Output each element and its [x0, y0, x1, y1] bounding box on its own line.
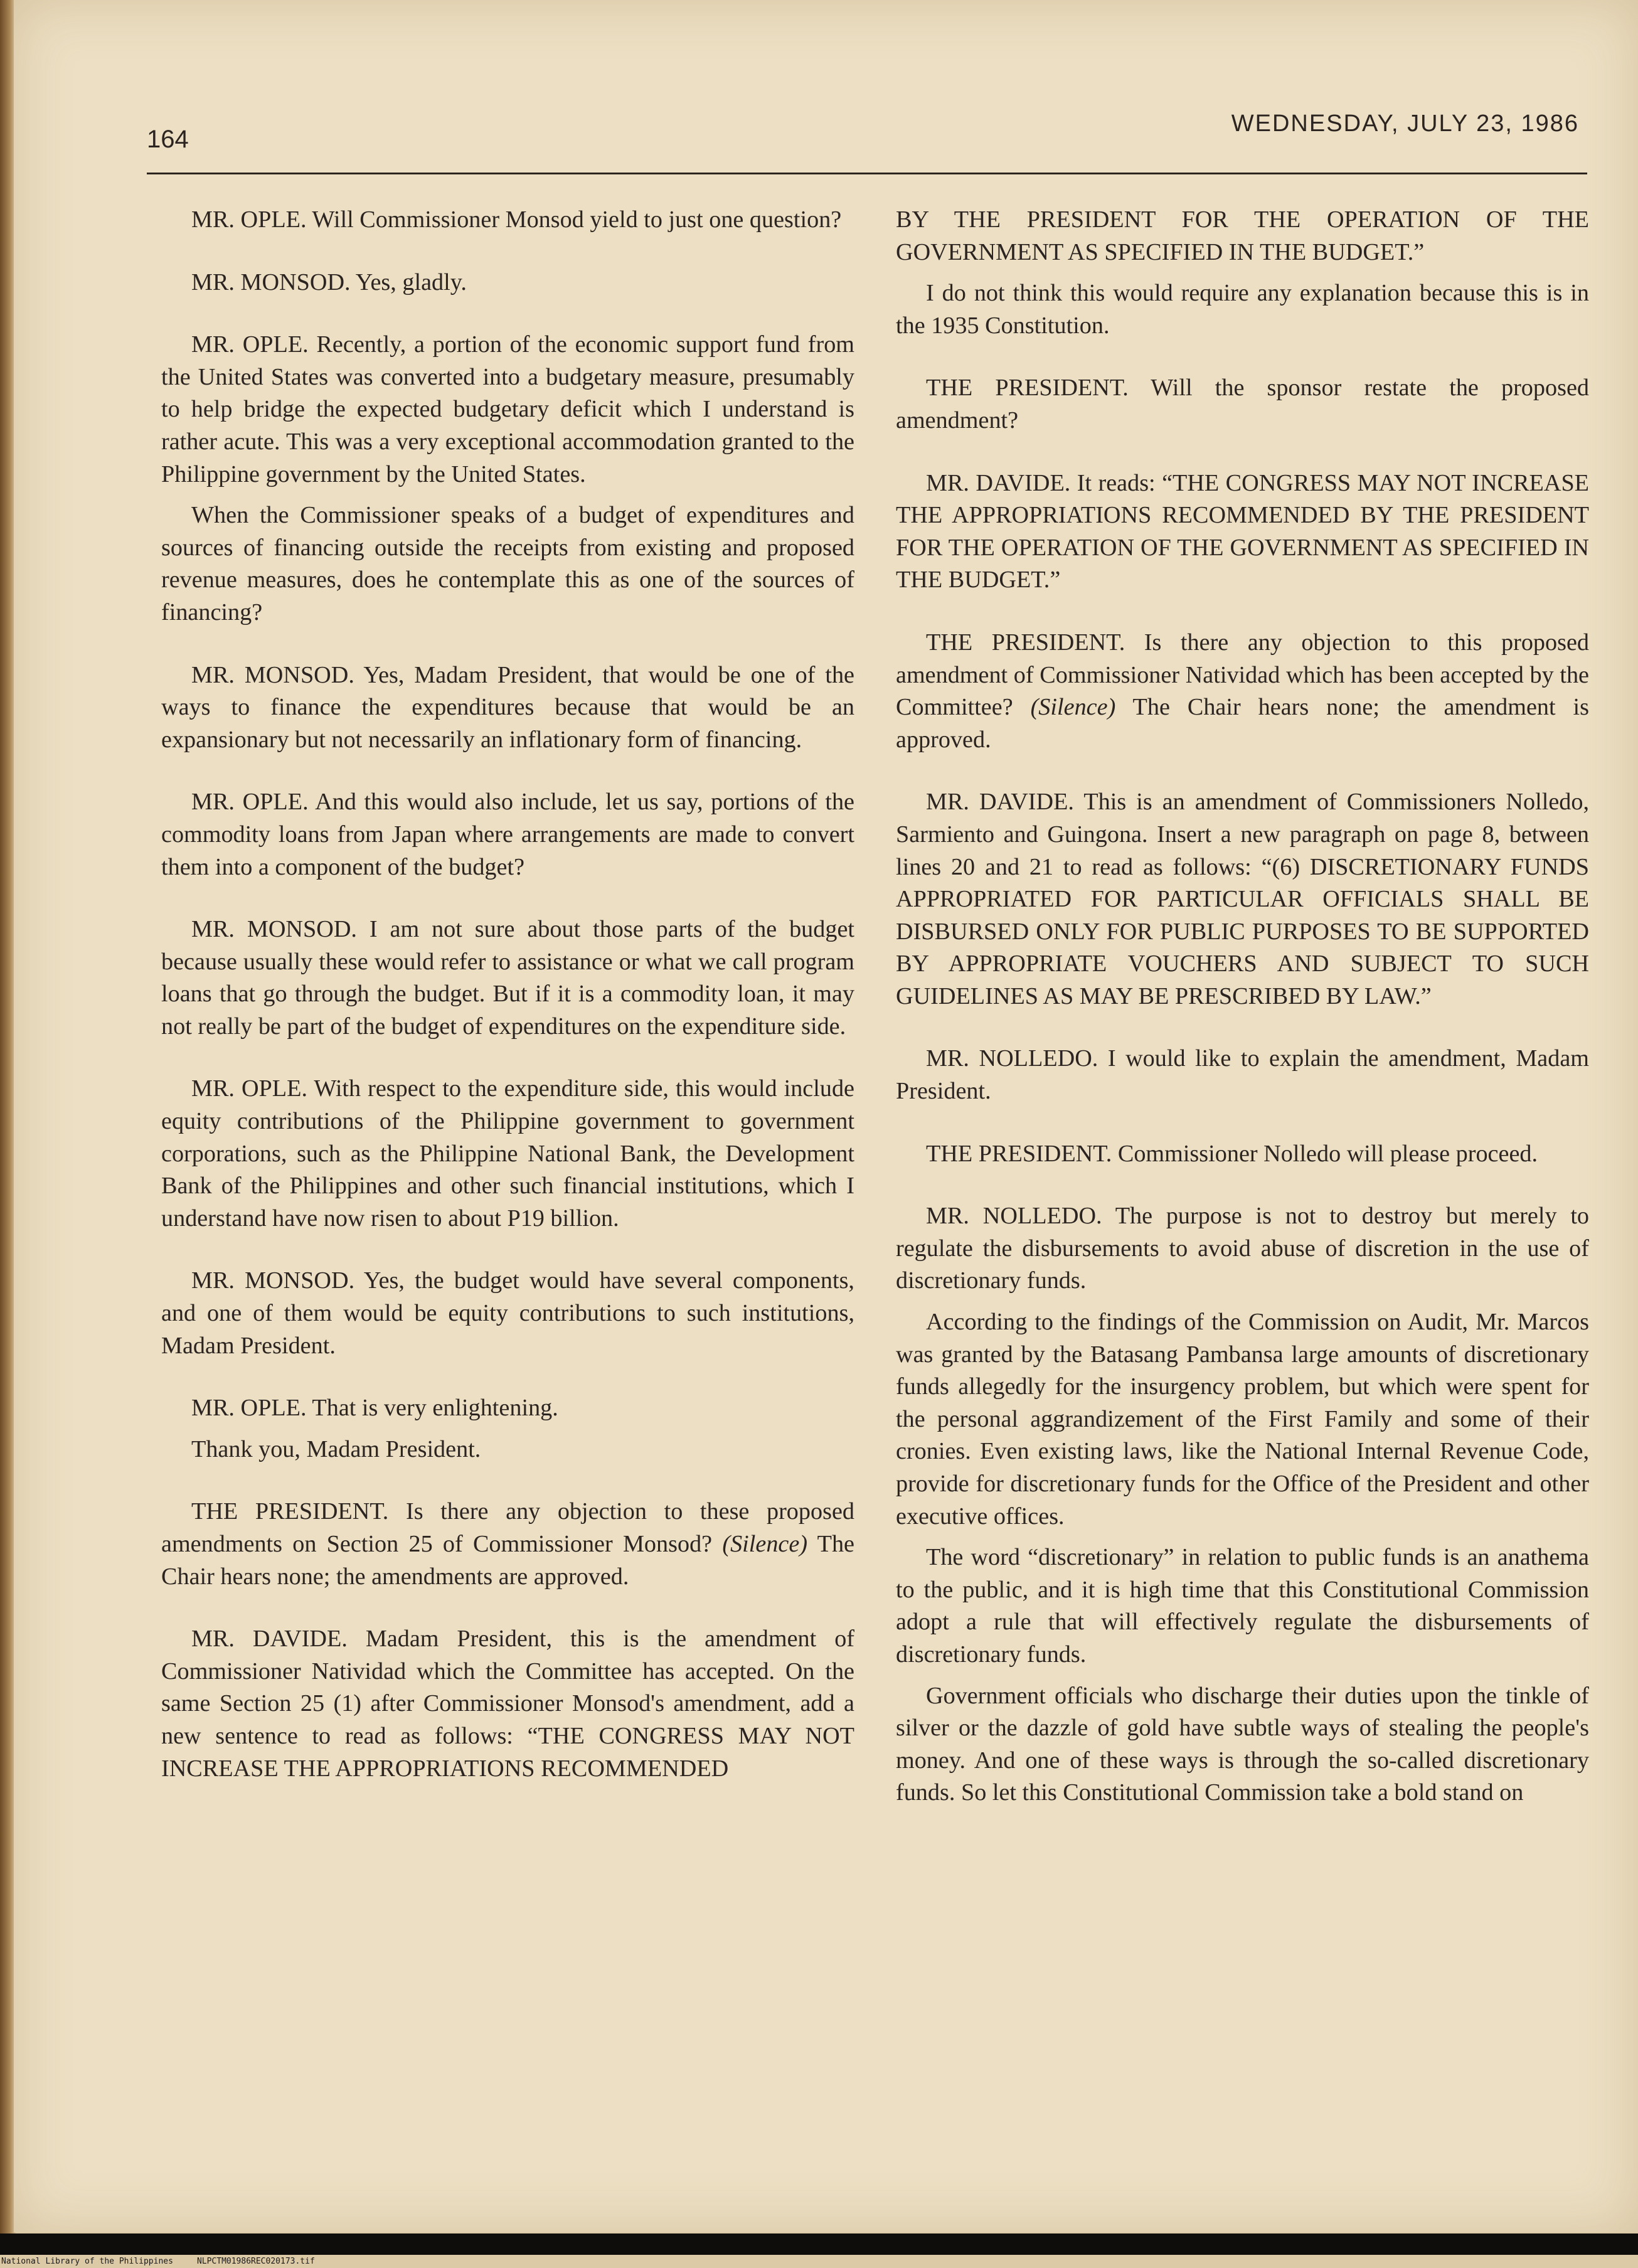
- paragraph: THE PRESIDENT. Commissioner Nolledo will please proceed.: [926, 1140, 1538, 1167]
- paragraph: MR. NOLLEDO. I would like to explain the amendment, Madam President.: [896, 1045, 1589, 1105]
- paragraph: Thank you, Madam President.: [191, 1435, 481, 1462]
- paragraph: MR. OPLE. Recently, a portion of the economic support fund from the United States was converted into a budgetary measure, presumably to help bridge the expected budgetary deficit which I understand is rather acute. This was a very exceptional accommodation granted to the Philippine government by the United States.: [161, 331, 855, 487]
- paragraph: MR. OPLE. And this would also include, let us say, portions of the commodity loans from Japan where arrangements are made to convert them into a component of the budget?: [161, 789, 854, 880]
- paragraph: MR. MONSOD. Yes, the budget would have several components, and one of them would be equity contributions to such institutions, Madam President.: [161, 1267, 854, 1359]
- left-column: [161, 204, 854, 1785]
- paragraph: THE PRESIDENT. Is there any objection to this proposed amendment of Commissioner Natividad which has been accepted by the Committee? (Silence) The Chair hears none; the amendment is approved.: [896, 629, 1590, 753]
- footer-library: National Library of the Philippines: [1, 2257, 173, 2266]
- scan-bottom-strip: [0, 2233, 1638, 2255]
- paragraph: According to the findings of the Commission on Audit, Mr. Marcos was granted by the Batasang Pambansa large amounts of discretionary funds allegedly for the insurgency problem, but which were spent for the personal aggrandizement of the First Family and some of their cronies. Even existing laws, like the National Internal Revenue Code, provide for discretionary funds for the Office of the President and other executive offices.: [896, 1309, 1589, 1530]
- paragraph: MR. MONSOD. Yes, gladly.: [191, 269, 467, 295]
- paragraph: MR. OPLE. That is very enlightening.: [191, 1395, 558, 1422]
- paragraph: MR. OPLE. Will Commissioner Monsod yield to just one question?: [191, 206, 842, 233]
- paragraph: MR. DAVIDE. Madam President, this is the amendment of Commissioner Natividad which the Committee has accepted. On the same Section 25 (1) after Commissioner Monsod's amendment, add a new sentence to read as follows: “THE CONGRESS MAY NOT INCREASE THE APPROPRIATIONS RECOMMENDED: [161, 1626, 855, 1782]
- scan-footer: [1, 2257, 339, 2266]
- paragraph: MR. DAVIDE. It reads: “THE CONGRESS MAY NOT INCREASE THE APPROPRIATIONS RECOMMENDED BY THE PRESIDENT FOR THE OPERATION OF THE GOVERNMENT AS SPECIFIED IN THE BUDGET.”: [896, 469, 1590, 594]
- header-rule: [147, 173, 1587, 174]
- document-page: [14, 0, 1638, 2232]
- paragraph: MR. DAVIDE. This is an amendment of Commissioners Nolledo, Sarmiento and Guingona. Insert a new paragraph on page 8, between lines 20 and 21 to read as follows: “(6) DISCRETIONARY FUNDS APPROPRIATED FOR PARTICULAR OFFICIALS SHALL BE DISBURSED ONLY FOR PUBLIC PURPOSES TO BE SUPPORTED BY APPROPRIATE VOUCHERS AND SUBJECT TO SUCH GUIDELINES AS MAY BE PRESCRIBED BY LAW.”: [896, 789, 1590, 1009]
- paragraph: MR. MONSOD. I am not sure about those parts of the budget because usually these would refer to assistance or what we call program loans that go through the budget. But if it is a commodity loan, it may not really be part of the budget of expenditures on the expenditure side.: [161, 916, 854, 1040]
- footer-filename: NLPCTM01986REC020173.tif: [196, 2257, 315, 2266]
- paragraph: THE PRESIDENT. Is there any objection to these proposed amendments on Section 25 of Commissioner Monsod? (Silence) The Chair hears none; the amendments are approved.: [161, 1498, 854, 1590]
- right-column: [896, 204, 1589, 1809]
- paragraph: When the Commissioner speaks of a budget of expenditures and sources of financing outside the receipts from existing and proposed revenue measures, does he contemplate this as one of the sources of financing?: [161, 502, 854, 626]
- page-number: 164: [147, 125, 189, 153]
- paragraph: MR. MONSOD. Yes, Madam President, that would be one of the ways to finance the expenditures because that would be an expansionary but not necessarily an inflationary form of financing.: [161, 661, 854, 753]
- paragraph: THE PRESIDENT. Will the sponsor restate the proposed amendment?: [896, 375, 1589, 434]
- paragraph: MR. OPLE. With respect to the expenditure side, this would include equity contributions of the Philippine government to government corporations, such as the Philippine National Bank, the Development Bank of the Philippines and other such financial institutions, which I understand have now risen to about P19 billion.: [161, 1075, 854, 1232]
- page-date: WEDNESDAY, JULY 23, 1986: [1231, 110, 1579, 137]
- paragraph: MR. NOLLEDO. The purpose is not to destroy but merely to regulate the disbursements to avoid abuse of discretion in the use of discretionary funds.: [896, 1203, 1590, 1294]
- paragraph: BY THE PRESIDENT FOR THE OPERATION OF THE GOVERNMENT AS SPECIFIED IN THE BUDGET.”: [896, 206, 1589, 265]
- paragraph: The word “discretionary” in relation to public funds is an anathema to the public, and it is high time that this Constitutional Commission adopt a rule that will effectively regulate the disbursements of discretionary funds.: [896, 1544, 1589, 1668]
- paragraph: Government officials who discharge their duties upon the tinkle of silver or the dazzle of gold have subtle ways of stealing the people's money. And one of these ways is through the so-called discretionary funds. So let this Constitutional Commission take a bold stand on: [896, 1682, 1589, 1806]
- paragraph: I do not think this would require any explanation because this is in the 1935 Constitution.: [896, 280, 1589, 339]
